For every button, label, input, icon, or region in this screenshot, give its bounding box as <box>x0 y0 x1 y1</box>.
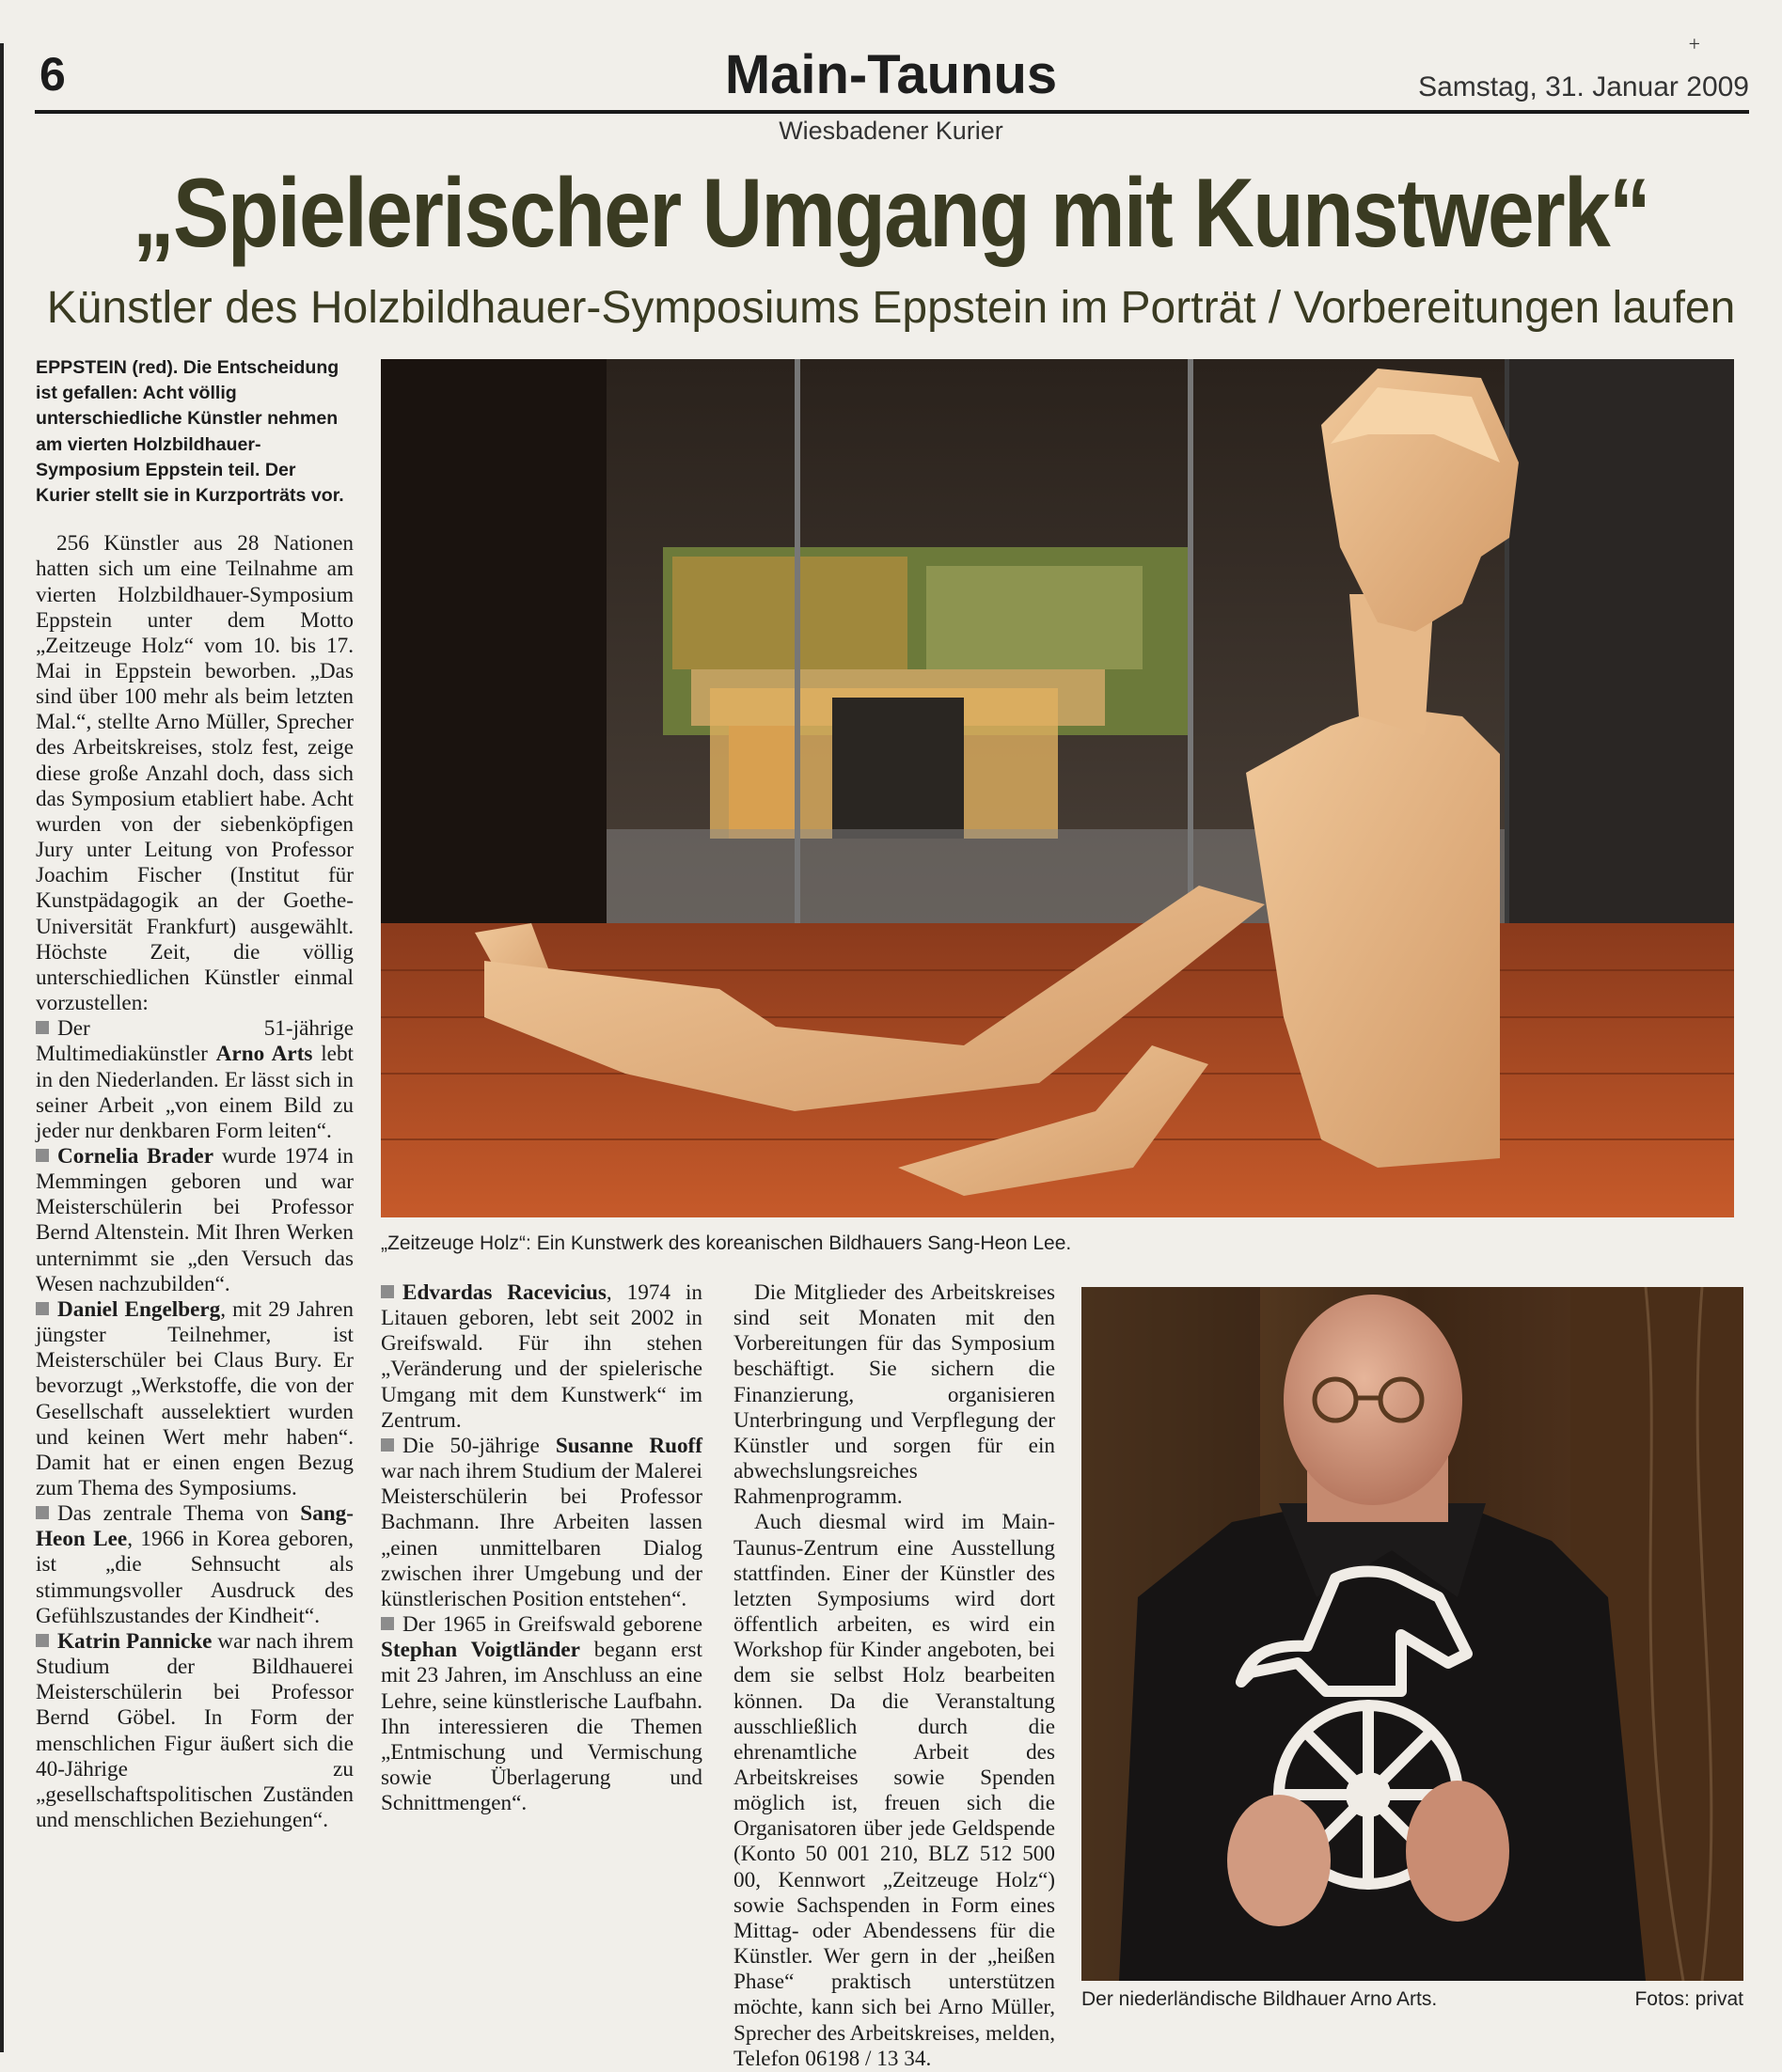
bullet-icon <box>36 1149 49 1162</box>
newspaper-name: Wiesbadener Kurier <box>779 117 1003 145</box>
artist-name: Stephan Voigtländer <box>381 1638 580 1663</box>
artist-name: Edvardas Racevicius <box>402 1280 607 1305</box>
photo-credit: Fotos: privat <box>1634 1988 1743 2010</box>
portrait-stephan-voigtlaender: Der 1965 in Greifswald geborene Stephan Voigtländer begann erst mit 23 Jahren, im Anschluss an eine Lehre, seine künstlerische Laufbahn. Ihn interessieren die Themen „Entmischung und Vermischung sowie Überlagerung und Schnittmengen“. <box>381 1612 702 1816</box>
bullet-icon <box>381 1438 394 1452</box>
artist-name: Susanne Ruoff <box>555 1433 703 1458</box>
portrait-katrin-pannicke: Katrin Pannicke war nach ihrem Studium der Bildhauerei Meisterschülerin bei Professor Bernd Göbel. In Form der menschlichen Figur äußert sich die 40-Jährige zu „gesellschaftspolitischen Zuständen und menschlichen Beziehungen“. <box>36 1628 354 1833</box>
article-subheadline: Künstler des Holzbildhauer-Symposiums Eppstein im Porträt / Vorbereitungen laufen <box>46 283 1736 333</box>
portrait-photo <box>1081 1287 1743 1981</box>
intro-paragraph: 256 Künstler aus 28 Nationen hatten sich um eine Teilnahme am vierten Holzbildhauer-Symposium Eppstein unter dem Motto „Zeitzeuge Holz“ vom 10. bis 17. Mai in Eppstein beworben. „Das sind über 100 mehr als beim letzten Mal.“, stellte Arno Müller, Sprecher des Arbeitskreises, stolz fest, zeige diese große Anzahl doch, dass sich das Symposium etabliert habe. Acht wurden von der siebenköpfigen Jury unter Leitung von Professor Joachim Fischer (Institut für Kunstpädagogik an der Goethe-Universität Frankfurt) ausgewählt. Höchste Zeit, die völlig unterschiedlichen Künstler einmal vorzustellen: <box>36 531 354 1016</box>
sculpture-photo-image <box>381 359 1734 1217</box>
lead-paragraph: EPPSTEIN (red). Die Entscheidung ist gefallen: Acht völlig unterschiedliche Künstler nehmen am vierten Holzbildhauer-Symposium Eppstein teil. Der Kurier stellt sie in Kurzporträts vor. <box>36 357 344 507</box>
header-rule <box>35 110 1749 114</box>
paragraph-members: Die Mitglieder des Arbeitskreises sind seit Monaten mit den Vorbereitungen für das Symposium beschäftigt. Sie sichern die Finanzierung, organisieren Unterbringung und Verpflegung der Künstler und sorgen für ein abwechslungsreiches Rahmenprogramm. <box>733 1280 1055 1510</box>
portrait-edvardas-racevicius: Edvardas Racevicius, 1974 in Litauen geboren, lebt seit 2002 in Greifswald. Für ihn stehen „Veränderung und der spielerische Umgang mit dem Kunstwerk“ im Zentrum. <box>381 1280 702 1433</box>
artist-name: Sang-Heon Lee <box>36 1501 354 1552</box>
section-title: Main-Taunus <box>724 44 1058 105</box>
bullet-icon <box>381 1285 394 1298</box>
text-column-2 <box>381 1280 702 1816</box>
registration-mark: + <box>1688 32 1700 55</box>
paragraph-exhibition: Auch diesmal wird im Main-Taunus-Zentrum eine Ausstellung stattfinden. Einer der Künstler des letzten Symposiums wird dort öffentlich arbeiten, es wird ein Workshop für Kinder angeboten, bei dem sie selbst Holz bearbeiten können. Da die Veranstaltung ausschließlich durch die ehrenamtliche Arbeit des Arbeitskreises sowie Spenden möglich ist, freuen sich die Organisatoren über jede Geldspende (Konto 50 001 210, BLZ 512 500 00, Kennwort „Zeitzeuge Holz“) sowie Sachspenden in Form eines Mittag- oder Abendessens für die Künstler. Wer gern in der „heißen Phase“ praktisch unterstützen möchte, kann sich bei Arno Müller, Sprecher des Arbeitskreises, melden, Telefon 06198 / 13 34. <box>733 1510 1055 2071</box>
artist-name: Katrin Pannicke <box>57 1628 213 1654</box>
photo-caption-sculpture: „Zeitzeuge Holz“: Ein Kunstwerk des koreanischen Bildhauers Sang-Heon Lee. <box>381 1232 1072 1254</box>
bullet-icon <box>381 1617 394 1630</box>
portrait-susanne-ruoff: Die 50-jährige Susanne Ruoff war nach ihrem Studium der Malerei Meisterschülerin bei Professor Bachmann. Ihre Arbeiten lassen „einen unmittelbaren Dialog zwischen ihrer Umgebung und der künstlerischen Position entstehen“. <box>381 1433 703 1611</box>
portrait-cornelia-brader: Cornelia Brader wurde 1974 in Memmingen geboren und war Meisterschülerin bei Professor Bernd Altenstein. Mit Ihren Werken unternimmt sie „den Versuch das Wesen nachzubilden“. <box>36 1143 354 1296</box>
text-column-3 <box>733 1280 1055 2072</box>
issue-date: Samstag, 31. Januar 2009 <box>1418 71 1749 102</box>
article-headline: „Spielerischer Umgang mit Kunstwerk“ <box>132 159 1650 268</box>
portrait-arno-arts: Der 51-jährige Multimediakünstler Arno Arts lebt in den Niederlanden. Er lässt sich in seiner Arbeit „von einem Bild zu jeder nur denkbaren Form leiten“. <box>36 1016 354 1143</box>
portrait-sang-heon-lee: Das zentrale Thema von Sang-Heon Lee, 1966 in Korea geboren, ist „die Sehnsucht als stimmungsvoller Ausdruck des Gefühlszustandes der Kindheit“. <box>36 1501 354 1628</box>
page-edge-bar <box>0 43 4 2052</box>
bullet-icon <box>36 1506 49 1519</box>
sculpture-photo <box>381 359 1734 1217</box>
artist-name: Cornelia Brader <box>57 1143 214 1169</box>
bullet-icon <box>36 1021 49 1034</box>
text-column-1 <box>36 355 354 1833</box>
photo-caption-portrait: Der niederländische Bildhauer Arno Arts. <box>1081 1988 1438 2010</box>
artist-name: Arno Arts <box>215 1042 313 1067</box>
bullet-icon <box>36 1634 49 1647</box>
bullet-icon <box>36 1302 49 1315</box>
artist-name: Daniel Engelberg <box>57 1296 221 1322</box>
page-number: 6 <box>39 48 66 101</box>
portrait-daniel-engelberg: Daniel Engelberg, mit 29 Jahren jüngster Teilnehmer, ist Meisterschüler bei Claus Bury. Er bevorzugt „Werkstoffe, die von der Gesellschaft ausselektiert wurden und keinen Wert mehr haben“. Damit hat er einen engen Bezug zum Thema des Symposiums. <box>36 1296 354 1500</box>
portrait-photo-image <box>1081 1287 1743 1981</box>
